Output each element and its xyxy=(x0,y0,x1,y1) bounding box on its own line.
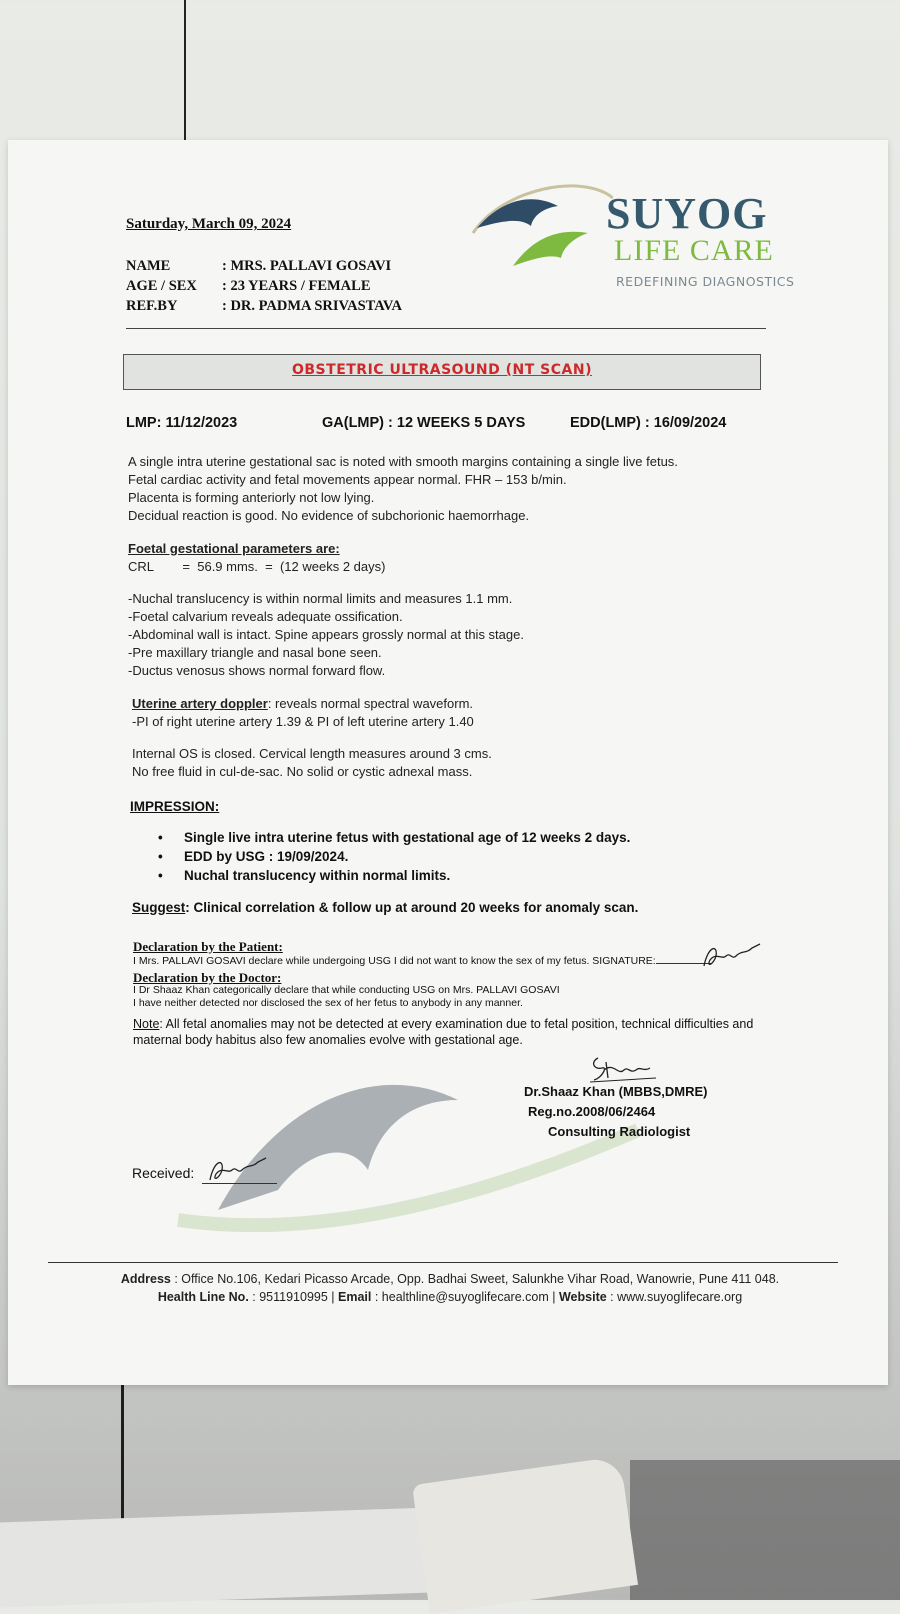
note-label: Note xyxy=(133,1017,160,1031)
ref-label: REF.BY xyxy=(126,298,178,314)
doctor-block xyxy=(524,1082,707,1142)
impression-item: • Single live intra uterine fetus with gestational age of 12 weeks 2 days. xyxy=(158,828,630,847)
suggest-text: : Clinical correlation & follow up at around 20 weeks for anomaly scan. xyxy=(185,900,639,915)
separator: | xyxy=(331,1290,339,1304)
note-text: : All fetal anomalies may not be detected at every examination due to fetal position, technical difficulties and maternal body habitus also few anomalies evolve with gestational age. xyxy=(133,1017,754,1047)
email-label: Email xyxy=(338,1290,372,1304)
impression-item: • EDD by USG : 19/09/2024. xyxy=(158,847,630,866)
name-value: : MRS. PALLAVI GOSAVI xyxy=(222,258,392,274)
finding-line: Decidual reaction is good. No evidence of subchorionic haemorrhage. xyxy=(128,508,530,523)
doppler xyxy=(132,695,474,731)
doctor-signature-icon xyxy=(584,1052,664,1086)
background-cloth-fold xyxy=(412,1456,638,1614)
parameters-heading: Foetal gestational parameters are: xyxy=(128,541,340,556)
finding-line: Fetal cardiac activity and fetal movements appear normal. FHR – 153 b/min. xyxy=(128,472,567,487)
crl-value: CRL = 56.9 mms. = (12 weeks 2 days) xyxy=(128,559,386,574)
suggest-label: Suggest xyxy=(132,900,186,915)
doppler-pi: -PI of right uterine artery 1.39 & PI of left uterine artery 1.40 xyxy=(132,714,474,729)
parameters xyxy=(128,540,385,576)
website-text: : www.suyoglifecare.org xyxy=(606,1290,743,1304)
doctor-declaration-line: I have neither detected nor disclosed the sex of her fetus to anybody in any manner. xyxy=(133,997,523,1009)
ga-lmp: GA(LMP) : 12 WEEKS 5 DAYS xyxy=(322,415,526,431)
brand-tagline: REDEFINING DIAGNOSTICS xyxy=(616,274,795,289)
note xyxy=(133,1016,773,1048)
observation-line: -Foetal calvarium reveals adequate ossification. xyxy=(128,609,403,624)
declaration-patient xyxy=(133,940,711,968)
observation-line: -Abdominal wall is intact. Spine appears grossly normal at this stage. xyxy=(128,627,524,642)
impression-heading: IMPRESSION: xyxy=(130,799,220,814)
health-number: : 9511910995 xyxy=(248,1290,328,1304)
separator: | xyxy=(552,1290,559,1304)
patient-signature-icon xyxy=(696,938,766,974)
finding-line: A single intra uterine gestational sac is noted with smooth margins containing a single live fetus. xyxy=(128,454,678,469)
address-label: Address xyxy=(120,1272,171,1286)
ref-value: : DR. PADMA SRIVASTAVA xyxy=(222,298,402,314)
doctor-name: Dr.Shaaz Khan (MBBS,DMRE) xyxy=(524,1084,708,1099)
patient-declaration-text: I Mrs. PALLAVI GOSAVI declare while undergoing USG I did not want to know the sex of my fetus. SIGNATURE: xyxy=(133,955,656,967)
observations xyxy=(128,590,524,680)
background-shadow xyxy=(630,1460,900,1600)
lmp: LMP: 11/12/2023 xyxy=(126,415,238,431)
received-label: Received: xyxy=(132,1165,195,1181)
doctor-reg: Reg.no.2008/06/2464 xyxy=(528,1104,656,1119)
cervix-line: No free fluid in cul-de-sac. No solid or cystic adnexal mass. xyxy=(132,764,473,779)
report-date: Saturday, March 09, 2024 xyxy=(126,216,292,232)
impression-item: • Nuchal translucency within normal limits. xyxy=(158,866,630,885)
report-sheet xyxy=(8,140,888,1385)
cervix xyxy=(132,745,492,781)
patient-declaration-heading: Declaration by the Patient: xyxy=(133,939,283,954)
suyog-logo-icon xyxy=(463,178,613,273)
report-title: OBSTETRIC ULTRASOUND (NT SCAN) xyxy=(291,362,592,378)
received-signature-icon xyxy=(204,1152,274,1186)
observation-line: -Ductus venosus shows normal forward flow. xyxy=(128,663,386,678)
findings xyxy=(128,453,678,525)
cervix-line: Internal OS is closed. Cervical length measures around 3 cms. xyxy=(132,746,492,761)
doctor-declaration-heading: Declaration by the Doctor: xyxy=(133,970,282,985)
brand-name: SUYOG xyxy=(606,189,768,238)
divider xyxy=(126,328,766,329)
footer xyxy=(60,1270,840,1306)
doppler-text: : reveals normal spectral waveform. xyxy=(267,696,474,711)
declaration-doctor xyxy=(133,971,560,1010)
finding-line: Placenta is forming anteriorly not low lying. xyxy=(128,490,375,505)
suggestion xyxy=(132,900,638,915)
report-title-box xyxy=(123,354,761,390)
impression-list xyxy=(158,828,630,885)
observation-line: -Pre maxillary triangle and nasal bone seen. xyxy=(128,645,382,660)
age-value: : 23 YEARS / FEMALE xyxy=(222,278,371,294)
background-cloth xyxy=(0,1507,430,1607)
observation-line: -Nuchal translucency is within normal limits and measures 1.1 mm. xyxy=(128,591,513,606)
age-label: AGE / SEX xyxy=(126,278,197,294)
wall-edge xyxy=(184,0,186,142)
edd-lmp: EDD(LMP) : 16/09/2024 xyxy=(570,415,727,431)
name-label: NAME xyxy=(126,258,171,274)
website-label: Website xyxy=(558,1290,607,1304)
doctor-role: Consulting Radiologist xyxy=(548,1124,691,1139)
footer-divider xyxy=(48,1262,838,1263)
email-text: : healthline@suyoglifecare.com xyxy=(371,1290,549,1304)
brand-subname: LIFE CARE xyxy=(614,234,774,267)
health-label: Health Line No. xyxy=(157,1290,249,1304)
doctor-declaration-line: I Dr Shaaz Khan categorically declare that while conducting USG on Mrs. PALLAVI GOSAVI xyxy=(133,984,560,996)
patient-info xyxy=(126,256,402,316)
address-text: : Office No.106, Kedari Picasso Arcade, Opp. Badhai Sweet, Salunkhe Vihar Road, Wanowrie, Pune 411 048. xyxy=(170,1272,780,1286)
doppler-heading: Uterine artery doppler xyxy=(132,696,268,711)
